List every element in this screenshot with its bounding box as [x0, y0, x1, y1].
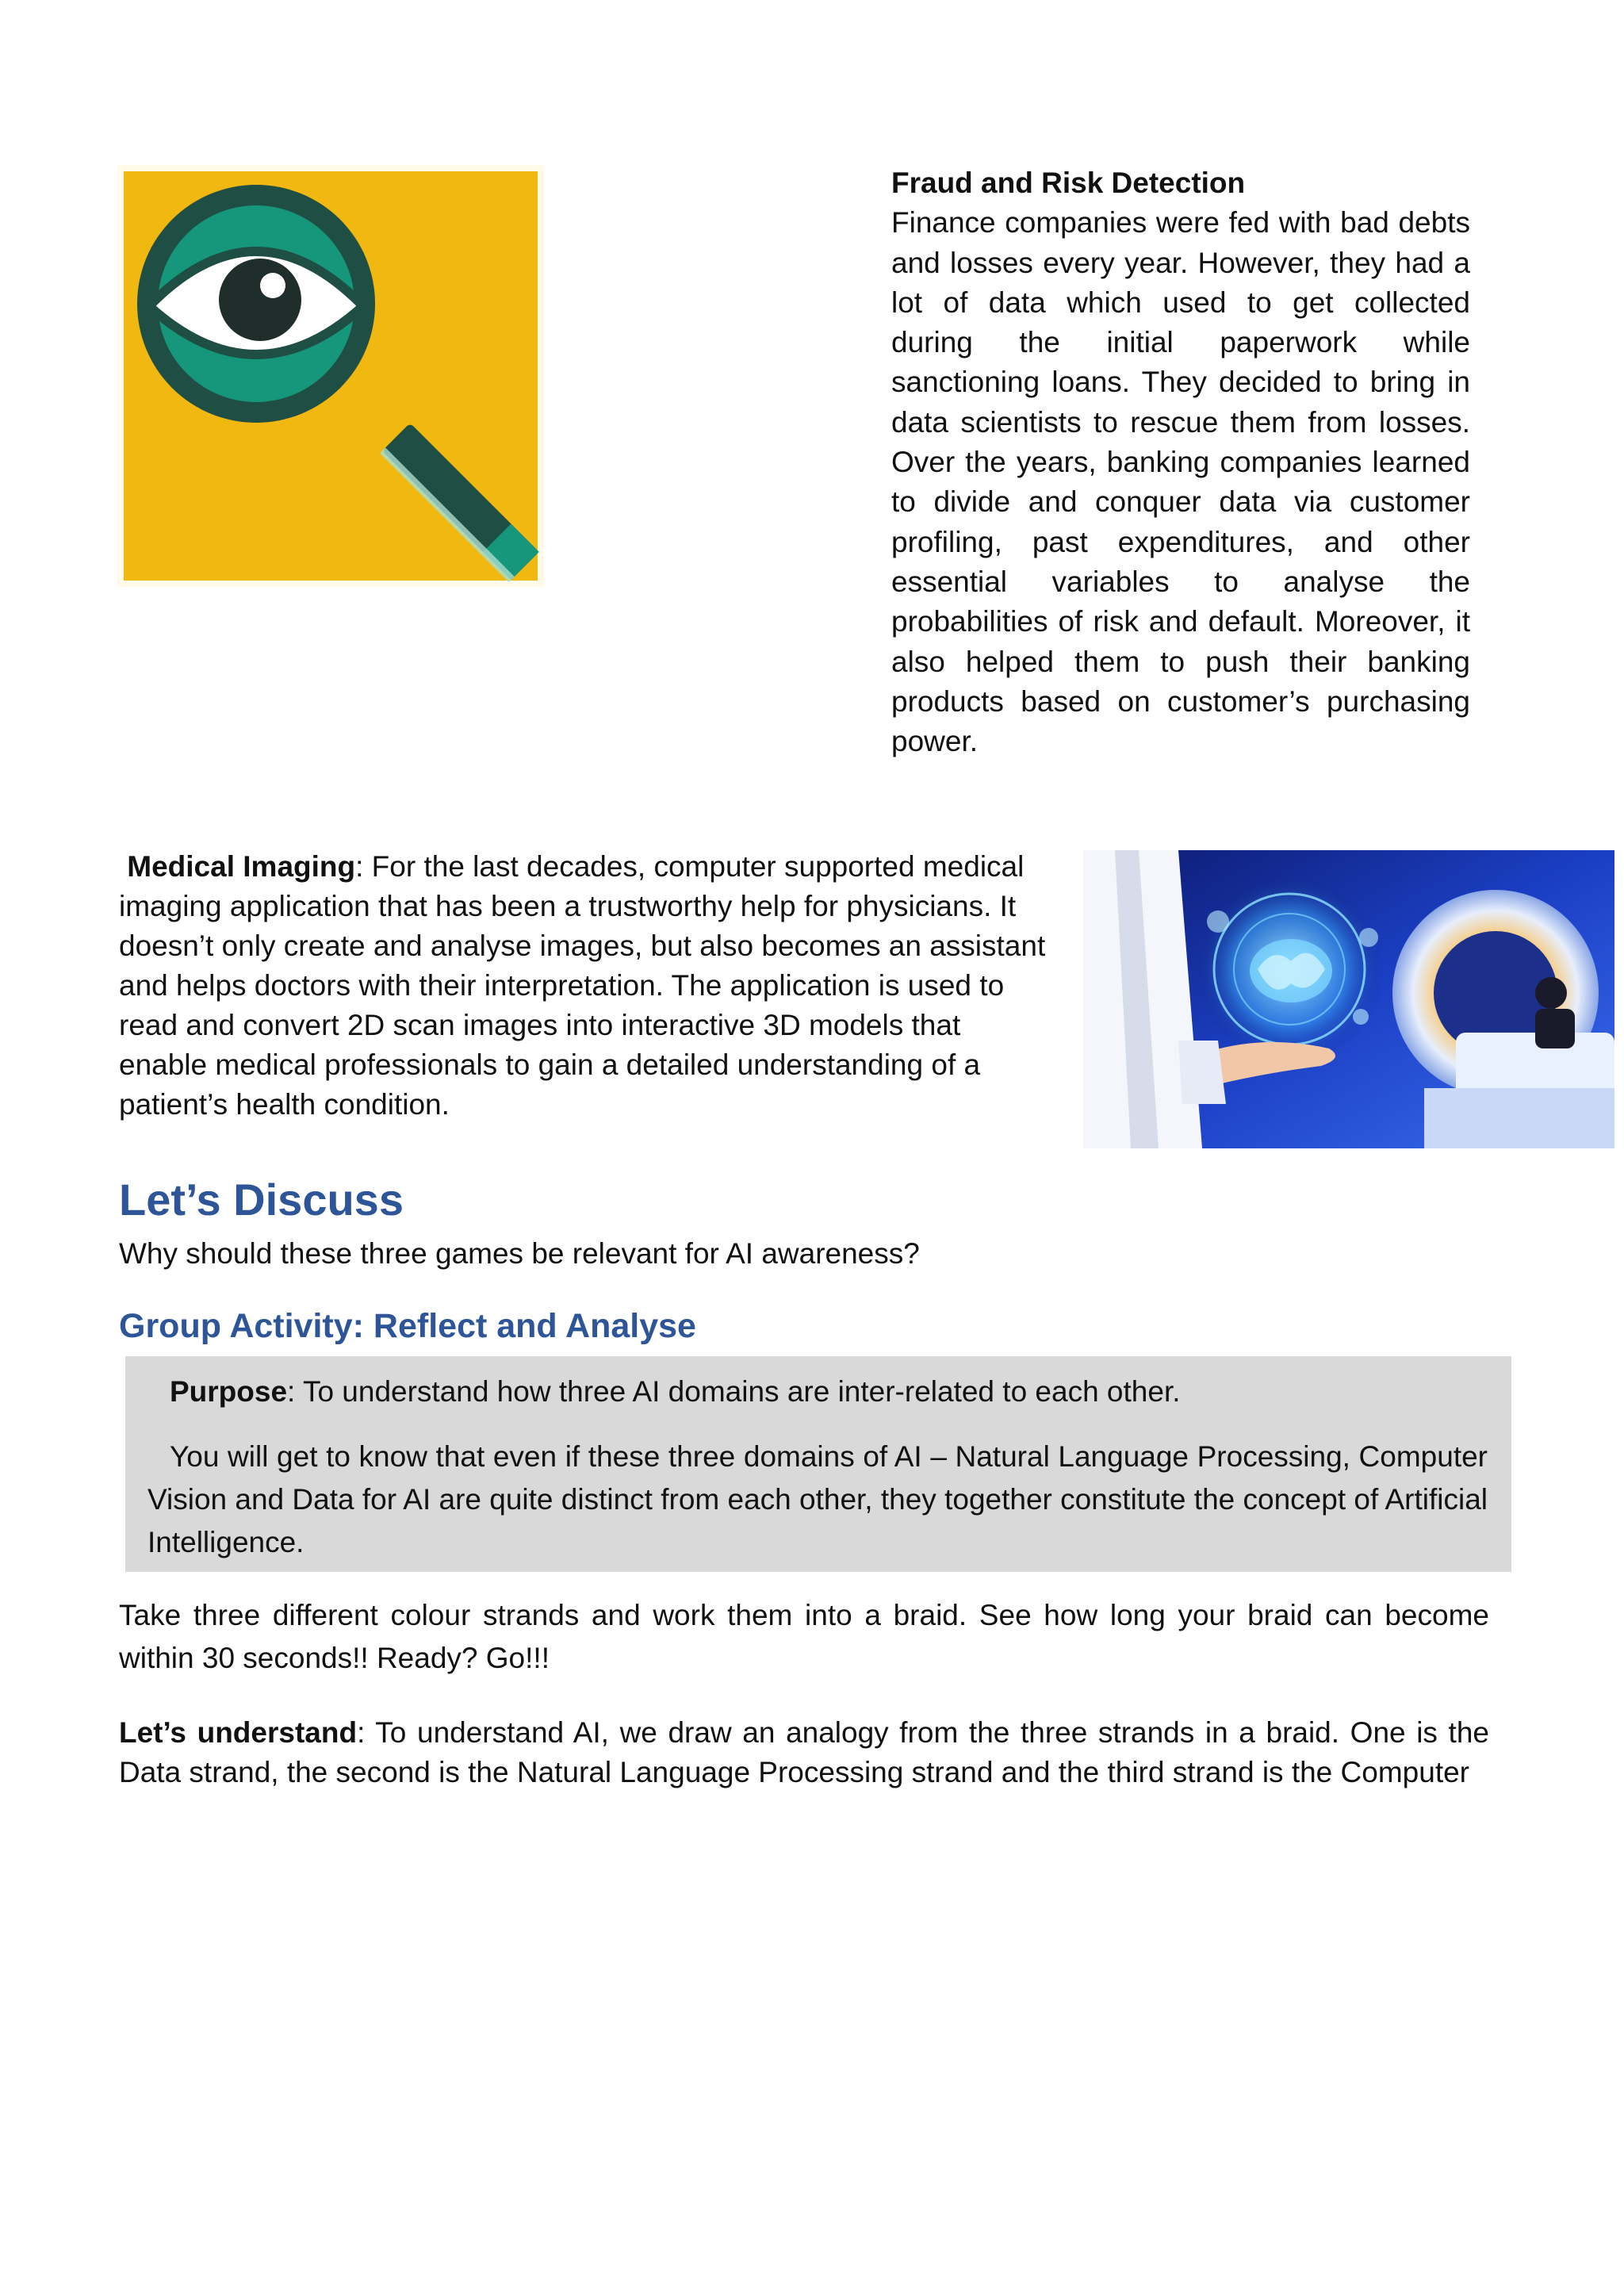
- purpose-label: Purpose: [170, 1375, 288, 1408]
- fraud-section: [891, 163, 1470, 761]
- understand-text: : To understand AI, we draw an analogy from the three strands in a braid. One is the Data strand, the second is the Natural Language Processing strand and the third strand is the Computer: [119, 1716, 1489, 1788]
- fraud-body: Finance companies were fed with bad debts and losses every year. However, they had a lot of data which used to get collected during the initial paperwork while sanctioning loans. They decided to bring in data scientists to rescue them from losses. Over the years, banking companies learned to divide and conquer data via customer profiling, past expenditures, and other essential variables to analyse the probabilities of risk and default. Moreover, it also helped them to push their banking products based on customer’s purchasing power.: [891, 206, 1470, 758]
- fraud-title: Fraud and Risk Detection: [891, 167, 1246, 199]
- medical-section: [119, 847, 1055, 1125]
- braid-instruction: Take three different colour strands and work them into a braid. See how long your braid can become within 30 seconds!! Ready? Go!!!: [119, 1599, 1489, 1674]
- group-activity-heading: Group Activity: Reflect and Analyse: [119, 1307, 696, 1345]
- purpose-box: [125, 1356, 1511, 1572]
- medical-body: : For the last decades, computer supported medical imaging application that has been a trustworthy help for physicians. It doesn’t only create and analyse images, but also becomes an assistant and helps doctors with their interpretation. The application is used to read and convert 2D scan images into interactive 3D models that enable medical professionals to gain a detailed understanding of a patient’s health condition.: [119, 850, 1046, 1121]
- magnifying-glass-eye-icon: [117, 165, 544, 587]
- purpose-paragraph: You will get to know that even if these three domains of AI – Natural Language Processing, Computer Vision and Data for AI are quite distinct from each other, they together constitute the concept of Artificial Intelligence.: [147, 1440, 1488, 1558]
- discuss-question: Why should these three games be relevant for AI awareness?: [119, 1237, 920, 1270]
- purpose-text: : To understand how three AI domains are inter-related to each other.: [287, 1375, 1181, 1408]
- discuss-heading: Let’s Discuss: [119, 1175, 404, 1225]
- understand-paragraph: [119, 1713, 1489, 1792]
- medical-imaging-photo: [1083, 850, 1614, 1148]
- purpose-line: [170, 1370, 1486, 1413]
- understand-label: Let’s understand: [119, 1716, 358, 1749]
- medical-label: Medical Imaging: [127, 850, 356, 883]
